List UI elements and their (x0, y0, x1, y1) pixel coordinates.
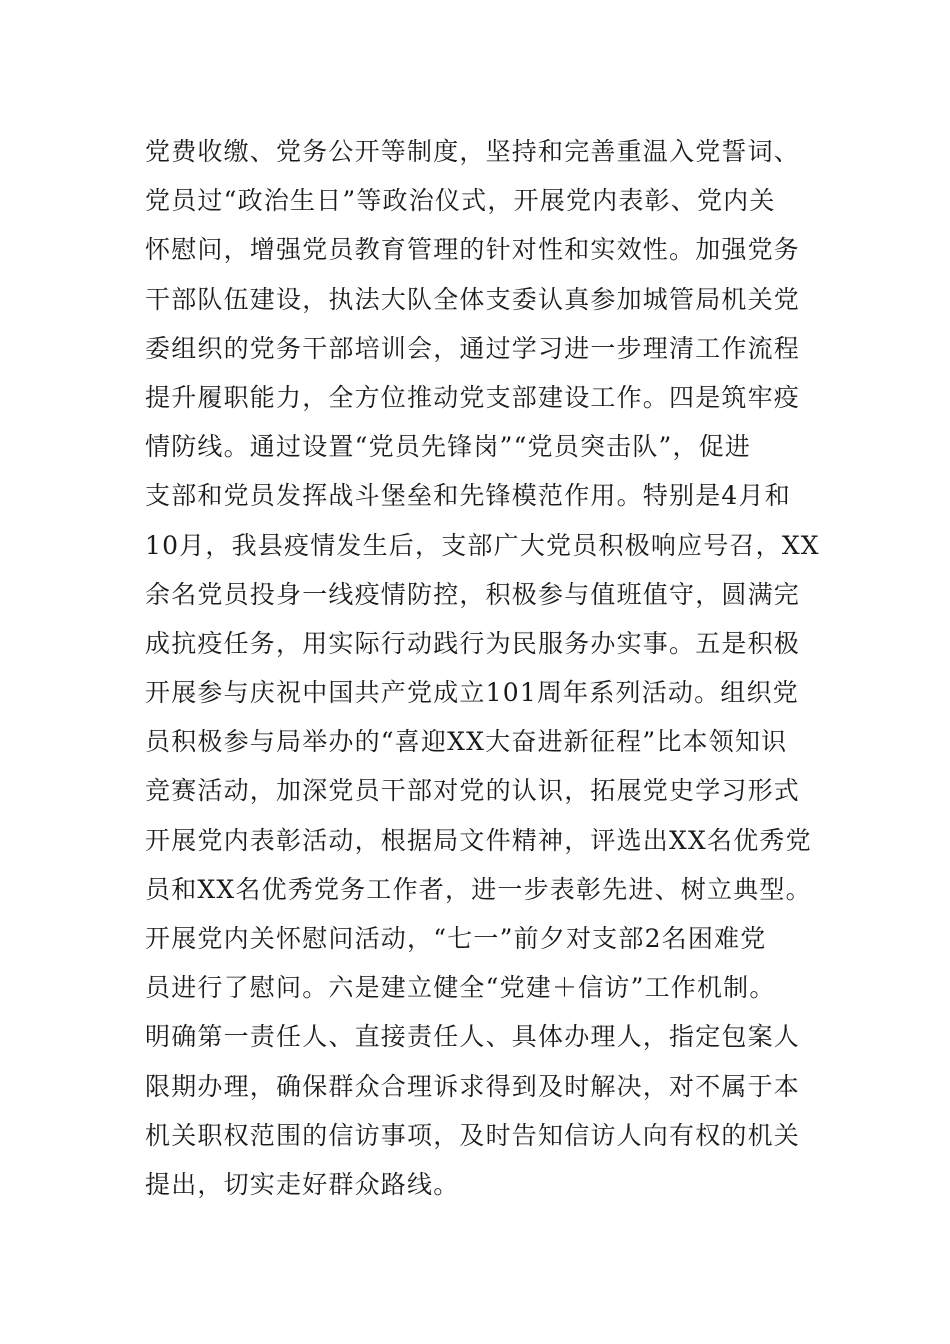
text-line: 支部和党员发挥战斗堡垒和先锋模范作用。特别是4月和 (145, 481, 791, 511)
text-line: 员和XX名优秀党务工作者，进一步表彰先进、树立典型。 (145, 874, 812, 904)
text-line: 开展参与庆祝中国共产党成立101周年系列活动。组织党 (145, 678, 799, 708)
text-line: 提出，切实走好群众路线。 (145, 1169, 460, 1199)
text-line: 余名党员投身一线疫情防控，积极参与值班值守，圆满完 (145, 579, 801, 609)
text-line: 怀慰问，增强党员教育管理的针对性和实效性。加强党务 (145, 235, 801, 265)
text-line: 提升履职能力，全方位推动党支部建设工作。四是筑牢疫 (145, 382, 801, 412)
text-line: 10月，我县疫情发生后，支部广大党员积极响应号召，XX (145, 530, 820, 560)
text-line: 开展党内表彰活动，根据局文件精神，评选出XX名优秀党 (145, 825, 812, 855)
text-line: 委组织的党务干部培训会，通过学习进一步理清工作流程 (145, 333, 801, 363)
text-line: 员进行了慰问。六是建立健全“党建＋信访”工作机制。 (145, 973, 776, 1003)
text-line: 党费收缴、党务公开等制度，坚持和完善重温入党誓词、 (145, 137, 801, 166)
text-line: 开展党内关怀慰问活动，“七一”前夕对支部2名困难党 (145, 924, 767, 953)
text-line: 机关职权范围的信访事项，及时告知信访人向有权的机关 (145, 1120, 801, 1150)
text-line: 成抗疫任务，用实际行动践行为民服务办实事。五是积极 (145, 628, 801, 658)
text-line: 明确第一责任人、直接责任人、具体办理人，指定包案人 (145, 1022, 801, 1052)
text-line: 限期办理，确保群众合理诉求得到及时解决，对不属于本 (145, 1071, 801, 1101)
text-line: 情防线。通过设置“党员先锋岗”“党员突击队”，促进 (145, 432, 752, 462)
text-line: 干部队伍建设，执法大队全体支委认真参加城管局机关党 (145, 284, 801, 314)
text-line: 员积极参与局举办的“喜迎XX大奋进新征程”比本领知识 (145, 727, 788, 757)
text-line: 竞赛活动，加深党员干部对党的认识，拓展党史学习形式 (145, 776, 801, 806)
text-line: 党员过“政治生日”等政治仪式，开展党内表彰、党内关 (145, 186, 776, 216)
body-paragraph (145, 127, 820, 1209)
